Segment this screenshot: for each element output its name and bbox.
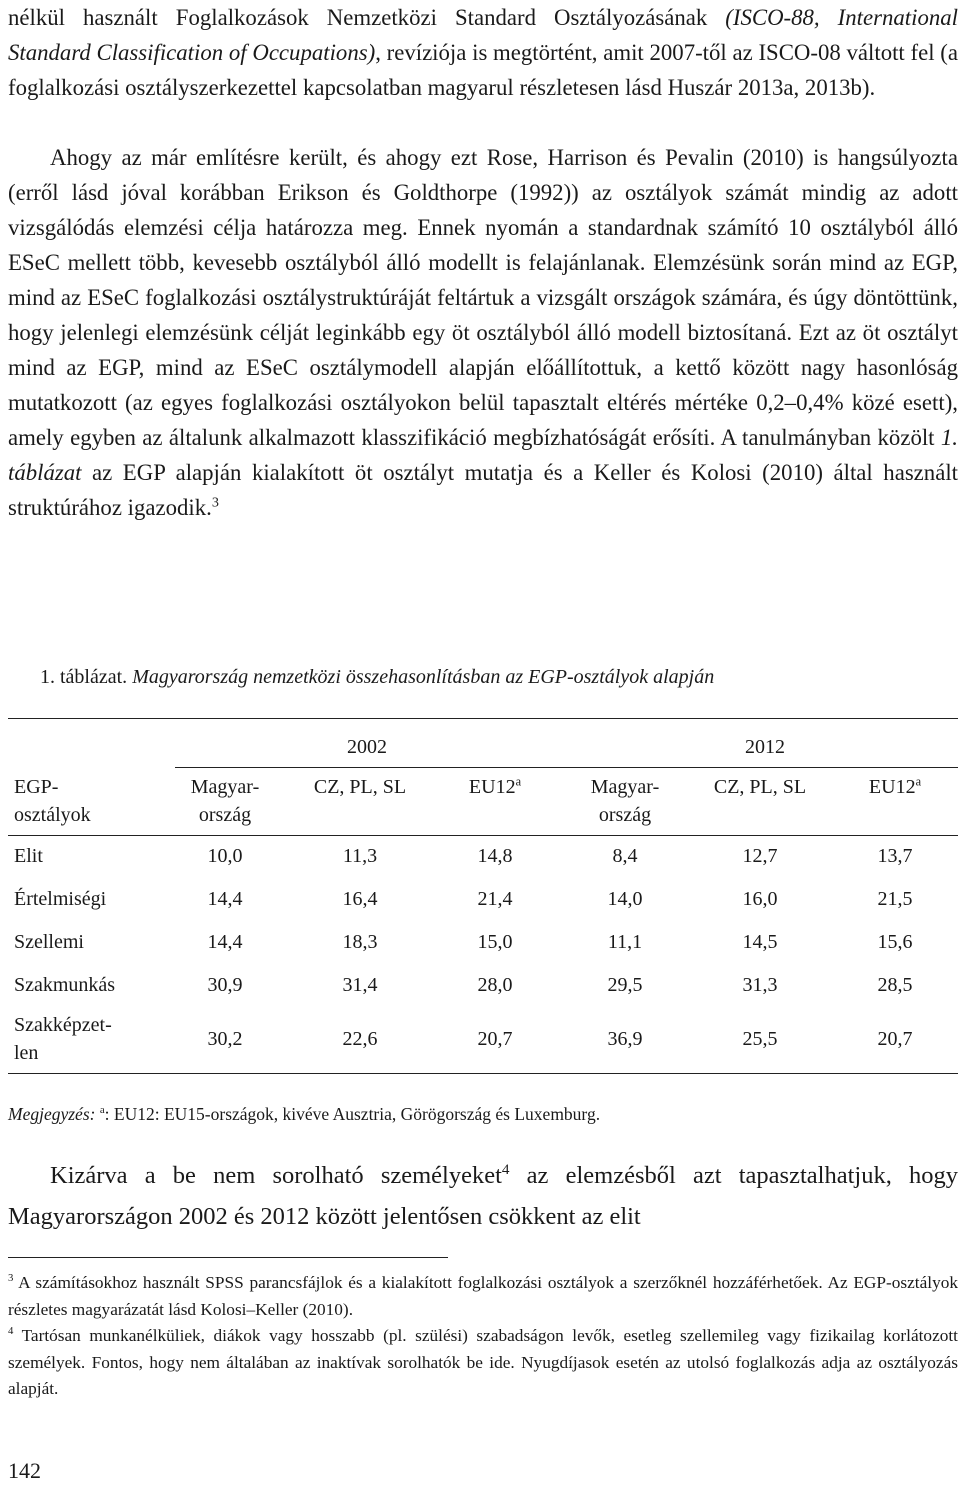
cell-szakkepzetlen-eu12-2002: 20,7 <box>477 1028 513 1050</box>
footnote-3-number: 3 <box>8 1272 14 1285</box>
table-caption-title: Magyarország nemzetközi összehasonlításban az EGP-osztályok alapján <box>132 666 715 688</box>
row-label-szakkepzetlen-l1: Szakképzet- <box>14 1014 112 1036</box>
footnote-separator <box>8 1257 448 1258</box>
cell-szakkepzetlen-czplsl-2012: 25,5 <box>742 1028 778 1050</box>
cell-szakmunkas-hu-2002: 30,9 <box>207 974 243 996</box>
row-label-ertelmisegi: Értelmiségi <box>14 888 107 910</box>
cell-szakkepzetlen-hu-2002: 30,2 <box>207 1028 243 1050</box>
col-header-hungary-2012-l1: Magyar- <box>590 776 660 798</box>
cell-szakkepzetlen-eu12-2012: 20,7 <box>877 1028 913 1050</box>
col-header-eu12-2002-text: EU12 <box>468 776 516 798</box>
paragraph-1-italic: (ISCO-88, International Standard Classification of Occupations) <box>8 5 958 65</box>
row-header-line-1: EGP- <box>14 776 59 798</box>
year-2012-header: 2012 <box>745 736 785 758</box>
table-caption <box>40 662 940 692</box>
cell-szakmunkas-eu12-2012: 28,5 <box>877 974 913 996</box>
cell-szellemi-czplsl-2012: 14,5 <box>742 931 778 953</box>
cell-ertelmisegi-hu-2012: 14,0 <box>607 888 643 910</box>
paragraph-1-text-c: , revíziója is megtörtént, amit 2007-től az ISCO-08 váltott fel (a foglalkozási osztályszerkezettel kapcsolatban magyarul részletesen lásd Huszár 2013a, 2013b). <box>8 40 958 100</box>
cell-ertelmisegi-eu12-2012: 21,5 <box>877 888 913 910</box>
table-note <box>8 1100 958 1128</box>
row-label-szakmunkas: Szakmunkás <box>14 974 116 996</box>
col-header-eu12-2002 <box>440 773 550 801</box>
paragraph-2 <box>8 140 958 525</box>
cell-elit-hu-2002: 10,0 <box>207 845 243 867</box>
cell-elit-czplsl-2012: 12,7 <box>742 845 778 867</box>
col-header-hungary-2012 <box>570 773 680 829</box>
footnote-4-number: 4 <box>8 1325 14 1338</box>
table-caption-label: 1. táblázat. <box>40 666 128 688</box>
footnote-4 <box>8 1323 958 1403</box>
col-header-eu12-2012-text: EU12 <box>868 776 916 798</box>
col-header-hungary-2002-l2: ország <box>198 804 252 826</box>
paragraph-3 <box>8 1155 958 1237</box>
footnote-3 <box>8 1270 958 1323</box>
col-header-hungary-2012-l2: ország <box>598 804 652 826</box>
table-top-rule <box>8 718 958 719</box>
cell-ertelmisegi-eu12-2002: 21,4 <box>477 888 513 910</box>
table-reference: 1. táblázat <box>8 425 958 485</box>
cell-szakkepzetlen-czplsl-2002: 22,6 <box>342 1028 378 1050</box>
page-number: 142 <box>8 1458 41 1483</box>
col-header-eu12-2012-sup: a <box>915 774 922 789</box>
year-2002-header: 2002 <box>347 736 387 758</box>
row-label-elit: Elit <box>14 845 43 867</box>
cell-ertelmisegi-czplsl-2002: 16,4 <box>342 888 378 910</box>
cell-szellemi-czplsl-2002: 18,3 <box>342 931 378 953</box>
table-note-text: : EU12: EU15-országok, kivéve Ausztria, Görögország és Luxemburg. <box>104 1104 601 1124</box>
cell-szellemi-eu12-2002: 15,0 <box>477 931 513 953</box>
cell-ertelmisegi-hu-2002: 14,4 <box>207 888 243 910</box>
cell-szellemi-hu-2002: 14,4 <box>207 931 243 953</box>
footnotes <box>8 1270 958 1403</box>
cell-szellemi-eu12-2012: 15,6 <box>877 931 913 953</box>
row-header-line-2: osztályok <box>14 804 91 826</box>
cell-elit-eu12-2012: 13,7 <box>877 845 913 867</box>
row-label-szakkepzetlen-l2: len <box>14 1042 39 1064</box>
table-note-sup: a <box>99 1104 105 1117</box>
cell-szakmunkas-czplsl-2002: 31,4 <box>342 974 378 996</box>
col-header-eu12-2002-sup: a <box>515 774 522 789</box>
cell-elit-eu12-2002: 14,8 <box>477 845 513 867</box>
table-bottom-rule <box>8 1073 958 1074</box>
footnote-3-text: A számításokhoz használt SPSS parancsfájlok és a kialakított foglalkozási osztályok a szerzőknél hozzáférhetőek. Az EGP-osztályok részletes magyarázatát lásd Kolosi–Keller (2010). <box>8 1273 958 1319</box>
table-note-label: Megjegyzés: <box>8 1104 96 1124</box>
row-header-label <box>14 773 91 829</box>
paragraph-2-text-a: Ahogy az már említésre került, és ahogy ezt Rose, Harrison és Pevalin (2010) is hangsúlyozta (erről lásd jóval korábban Erikson és Goldthorpe (1992)) az osztályok számát mindig az adott vizsgálódás elemzési célja határozza meg. Ennek nyomán a standardnak számító 10 osztályból álló ESeC mellett több, kevesebb osztályból álló modellt is felajánlanak. Elemzésünk során mind az EGP, mind az ESeC foglalkozási osztálystruktúráját feltártuk a vizsgált országok számára, és úgy döntöttünk, hogy jelenlegi elemzésünk célját leginkább egy öt osztályból álló modell biztosítaná. Ezt az öt osztályt mind az EGP, mind az ESeC osztálymodell alapján előállítottuk, a kettő között nagy hasonlóság mutatkozott (az egyes foglalkozási osztályokon belül tapasztalt eltérés mértéke 0,2–0,4% közé esett), amely egyben az általunk alkalmazott klasszifikáció megbízhatóságát erősíti. A tanulmányban közölt <box>8 145 958 450</box>
cell-szakmunkas-hu-2012: 29,5 <box>607 974 643 996</box>
footnote-4-text: Tartósan munkanélküliek, diákok vagy hosszabb (pl. szülési) szabadságon levők, esetleg szellemileg vagy fizikailag korlátozott személyek. Fontos, hogy nem általában az inaktívak sorolhatók be ide. Nyugdíjasok esetén az utolsó foglalkozás adja az osztályozás alapját. <box>8 1326 958 1398</box>
cell-szakmunkas-czplsl-2012: 31,3 <box>742 974 778 996</box>
col-header-hungary-2002-l1: Magyar- <box>190 776 260 798</box>
cell-elit-czplsl-2002: 11,3 <box>342 845 378 867</box>
cell-elit-hu-2012: 8,4 <box>612 845 638 867</box>
cell-szakmunkas-eu12-2002: 28,0 <box>477 974 513 996</box>
year-header-rule <box>175 767 958 768</box>
cell-szellemi-hu-2012: 11,1 <box>607 931 643 953</box>
paragraph-3-text-b: az elemzésből azt tapasztalhatjuk, hogy Magyarországon 2002 és 2012 között jelentősen csökkent az elit <box>8 1162 959 1230</box>
paragraph-3-text-a: Kizárva a be nem sorolható személyeket <box>50 1162 502 1189</box>
paragraph-2-text-b: az EGP alapján kialakított öt osztályt mutatja és a Keller és Kolosi (2010) által használt struktúrához igazodik. <box>8 460 958 520</box>
cell-ertelmisegi-czplsl-2012: 16,0 <box>742 888 778 910</box>
col-header-czplsl-2012: CZ, PL, SL <box>713 776 807 798</box>
paragraph-1 <box>8 0 958 105</box>
header-bottom-rule <box>8 835 958 836</box>
row-label-szakkepzetlen <box>14 1011 112 1067</box>
paragraph-1-text-a: nélkül használt Foglalkozások Nemzetközi Standard Osztályozásának <box>8 5 726 30</box>
footnote-ref-4: 4 <box>501 1160 510 1178</box>
footnote-ref-3: 3 <box>211 494 219 511</box>
col-header-czplsl-2002: CZ, PL, SL <box>313 776 407 798</box>
row-label-szellemi: Szellemi <box>14 931 84 953</box>
col-header-eu12-2012 <box>840 773 950 801</box>
cell-szakkepzetlen-hu-2012: 36,9 <box>607 1028 643 1050</box>
col-header-hungary-2002 <box>170 773 280 829</box>
